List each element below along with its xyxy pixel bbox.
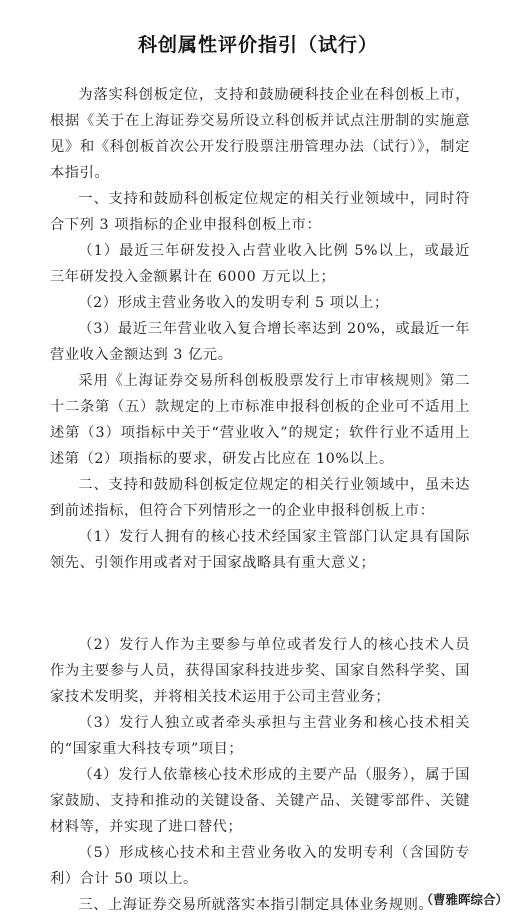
section-one-item-2: （2）形成主营业务收入的发明专利 5 项以上；: [78, 295, 389, 311]
document-body: [50, 82, 470, 918]
section-one-heading: 一、支持和鼓励科创板定位规定的相关行业领域中，同时符合下列 3 项指标的企业申报科创板上市：: [50, 191, 470, 233]
section-two-item-5: （5）形成核心技术和主营业务收入的发明专利（含国防专利）合计 50 项以上。: [50, 845, 470, 887]
document-title: 科创属性评价指引（试行）: [137, 34, 378, 56]
section-two-item-3: （3）发行人独立或者牵头承担与主营业务和核心技术相关的“国家重大科技专项”项目；: [50, 715, 470, 757]
section-two-item-4: （4）发行人依靠核心技术形成的主要产品（服务），属于国家鼓励、支持和推动的关键设备、关键产品、关键零部件、关键材料等，并实现了进口替代；: [50, 767, 470, 835]
section-two-item-2: （2）发行人作为主要参与单位或者发行人的核心技术人员作为主要参与人员，获得国家科技进步奖、国家自然科学奖、国家技术发明奖，并将相关技术运用于公司主营业务；: [50, 637, 470, 705]
section-three: 三、上海证券交易所就落实本指引制定具体业务规则。: [78, 897, 434, 913]
section-one-item-3: （3）最近三年营业收入复合增长率达到 20%，或最近一年营业收入金额达到 3 亿元。: [50, 321, 470, 363]
section-two-item-1: （1）发行人拥有的核心技术经国家主管部门认定具有国际领先、引领作用或者对于国家战略具有重大意义；: [50, 529, 470, 571]
author-credit: （曹雅晖综合）: [420, 892, 508, 907]
section-one-item-1: （1）最近三年研发投入占营业收入比例 5%以上，或最近三年研发投入金额累计在 6000 万元以上；: [50, 243, 470, 285]
section-two-heading: 二、支持和鼓励科创板定位规定的相关行业领域中，虽未达到前述指标，但符合下列情形之一的企业申报科创板上市：: [50, 477, 470, 519]
intro-paragraph: 为落实科创板定位，支持和鼓励硬科技企业在科创板上市，根据《关于在上海证券交易所设立科创板并试点注册制的实施意见》和《科创板首次公开发行股票注册管理办法（试行）》，制定本指引。: [50, 87, 470, 181]
section-one-note: 采用《上海证券交易所科创板股票发行上市审核规则》第二十二条第（五）款规定的上市标准申报科创板的企业可不适用上述第（3）项指标中关于“营业收入”的规定；软件行业不适用上述第（2）项指标的要求，研发占比应在 10%以上。: [50, 373, 470, 467]
